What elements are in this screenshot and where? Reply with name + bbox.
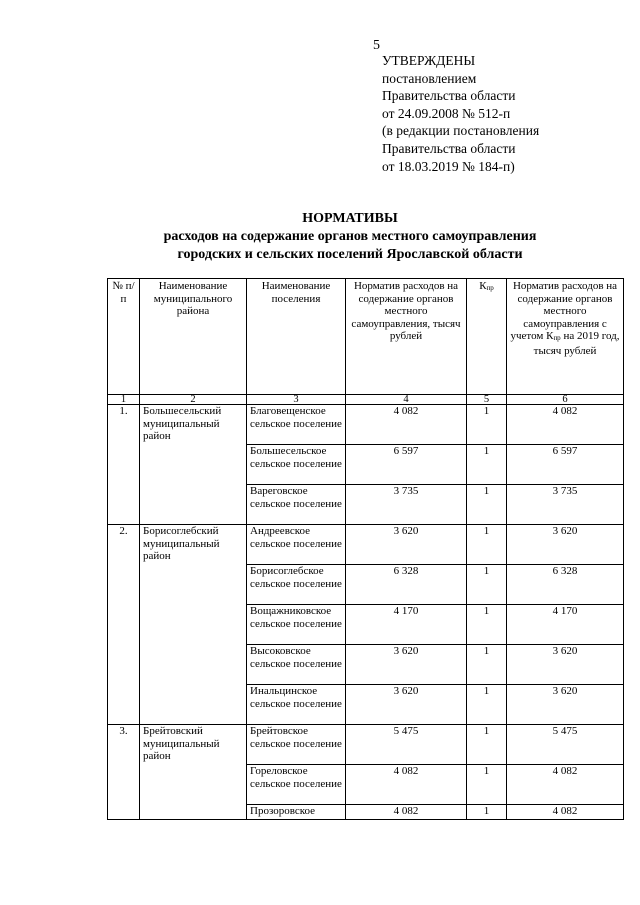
column-number: 4: [346, 395, 467, 405]
coefficient-subscript: пр: [486, 284, 494, 292]
column-number: 3: [247, 395, 346, 405]
coefficient-subscript: пр: [553, 334, 561, 342]
document-title: НОРМАТИВЫ: [302, 211, 398, 226]
settlement-name: Прозоровское: [247, 805, 346, 820]
column-number: 2: [140, 395, 247, 405]
total-value: 3 735: [507, 485, 624, 525]
norm-value: 4 170: [346, 605, 467, 645]
document-subtitle-line-1: расходов на содержание органов местного самоуправления: [163, 229, 537, 244]
header-row: [108, 279, 624, 395]
row-number: 2.: [108, 525, 140, 725]
norm-value: 4 082: [346, 405, 467, 445]
norm-value: 3 620: [346, 685, 467, 725]
coefficient-value: 1: [467, 565, 507, 605]
document-subtitle-line-2: городских и сельских поселений Ярославской области: [177, 247, 523, 262]
approval-line: (в редакции постановления: [382, 123, 540, 139]
row-number: 1.: [108, 405, 140, 525]
header-coefficient: [467, 279, 507, 395]
norm-value: 4 082: [346, 765, 467, 805]
total-value: 4 082: [507, 405, 624, 445]
total-value: 4 170: [507, 605, 624, 645]
approval-line: Правительства области: [382, 140, 516, 156]
coefficient-value: 1: [467, 485, 507, 525]
table-row: [108, 725, 624, 765]
settlement-name: Гореловское сельское поселение: [247, 765, 346, 805]
coefficient-value: 1: [467, 445, 507, 485]
norm-value: 3 620: [346, 645, 467, 685]
settlement-name: Благовещенское сельское поселение: [247, 405, 346, 445]
approval-stamp: [382, 52, 539, 175]
coefficient-value: 1: [467, 765, 507, 805]
row-number: 3.: [108, 725, 140, 820]
header-district: Наименование муниципального района: [140, 279, 247, 395]
table-row: [108, 525, 624, 565]
total-value: 3 620: [507, 525, 624, 565]
table-row: [108, 405, 624, 445]
column-number: 5: [467, 395, 507, 405]
approval-line: от 18.03.2019 № 184-п): [382, 158, 515, 174]
norm-value: 6 328: [346, 565, 467, 605]
settlement-name: Большесельское сельское поселение: [247, 445, 346, 485]
header-number: № п/п: [108, 279, 140, 395]
header-norm-with-coefficient: [507, 279, 624, 395]
coefficient-value: 1: [467, 725, 507, 765]
coefficient-value: 1: [467, 525, 507, 565]
approval-line: Правительства области: [382, 88, 516, 104]
approval-line: УТВЕРЖДЕНЫ: [382, 53, 476, 68]
norm-value: 3 620: [346, 525, 467, 565]
column-number: 6: [507, 395, 624, 405]
header-text: на 2019 год, тысяч рублей: [533, 330, 620, 357]
total-value: 3 620: [507, 685, 624, 725]
coefficient-symbol: К: [479, 280, 487, 292]
page-number: 5: [373, 38, 380, 53]
norm-value: 6 597: [346, 445, 467, 485]
settlement-name: Вареговское сельское поселение: [247, 485, 346, 525]
total-value: 6 328: [507, 565, 624, 605]
norm-value: 3 735: [346, 485, 467, 525]
settlement-name: Борисоглебское сельское поселение: [247, 565, 346, 605]
settlement-name: Высоковское сельское поселение: [247, 645, 346, 685]
settlement-name: Вощажниковское сельское поселение: [247, 605, 346, 645]
column-number: 1: [108, 395, 140, 405]
approval-line: от 24.09.2008 № 512-п: [382, 105, 511, 121]
total-value: 6 597: [507, 445, 624, 485]
column-number-row: [108, 395, 624, 405]
norm-value: 4 082: [346, 805, 467, 820]
header-settlement: Наименование поселения: [247, 279, 346, 395]
coefficient-value: 1: [467, 605, 507, 645]
header-text: Норматив расходов на содержание органов местного самоуправления с учетом К: [510, 280, 618, 342]
header-norm: Норматив расходов на содержание органов местного самоуправления, тысяч рублей: [346, 279, 467, 395]
total-value: 3 620: [507, 645, 624, 685]
district-name: Борисоглебский муниципальный район: [140, 525, 247, 725]
coefficient-value: 1: [467, 645, 507, 685]
settlement-name: Инальцинское сельское поселение: [247, 685, 346, 725]
settlement-name: Брейтовское сельское поселение: [247, 725, 346, 765]
district-name: Большесельский муниципальный район: [140, 405, 247, 525]
total-value: 5 475: [507, 725, 624, 765]
total-value: 4 082: [507, 765, 624, 805]
district-name: Брейтовский муниципальный район: [140, 725, 247, 820]
coefficient-value: 1: [467, 805, 507, 820]
norm-value: 5 475: [346, 725, 467, 765]
coefficient-value: 1: [467, 685, 507, 725]
approval-line: постановлением: [382, 70, 477, 86]
total-value: 4 082: [507, 805, 624, 820]
norms-table: [107, 278, 624, 820]
coefficient-value: 1: [467, 405, 507, 445]
settlement-name: Андреевское сельское поселение: [247, 525, 346, 565]
